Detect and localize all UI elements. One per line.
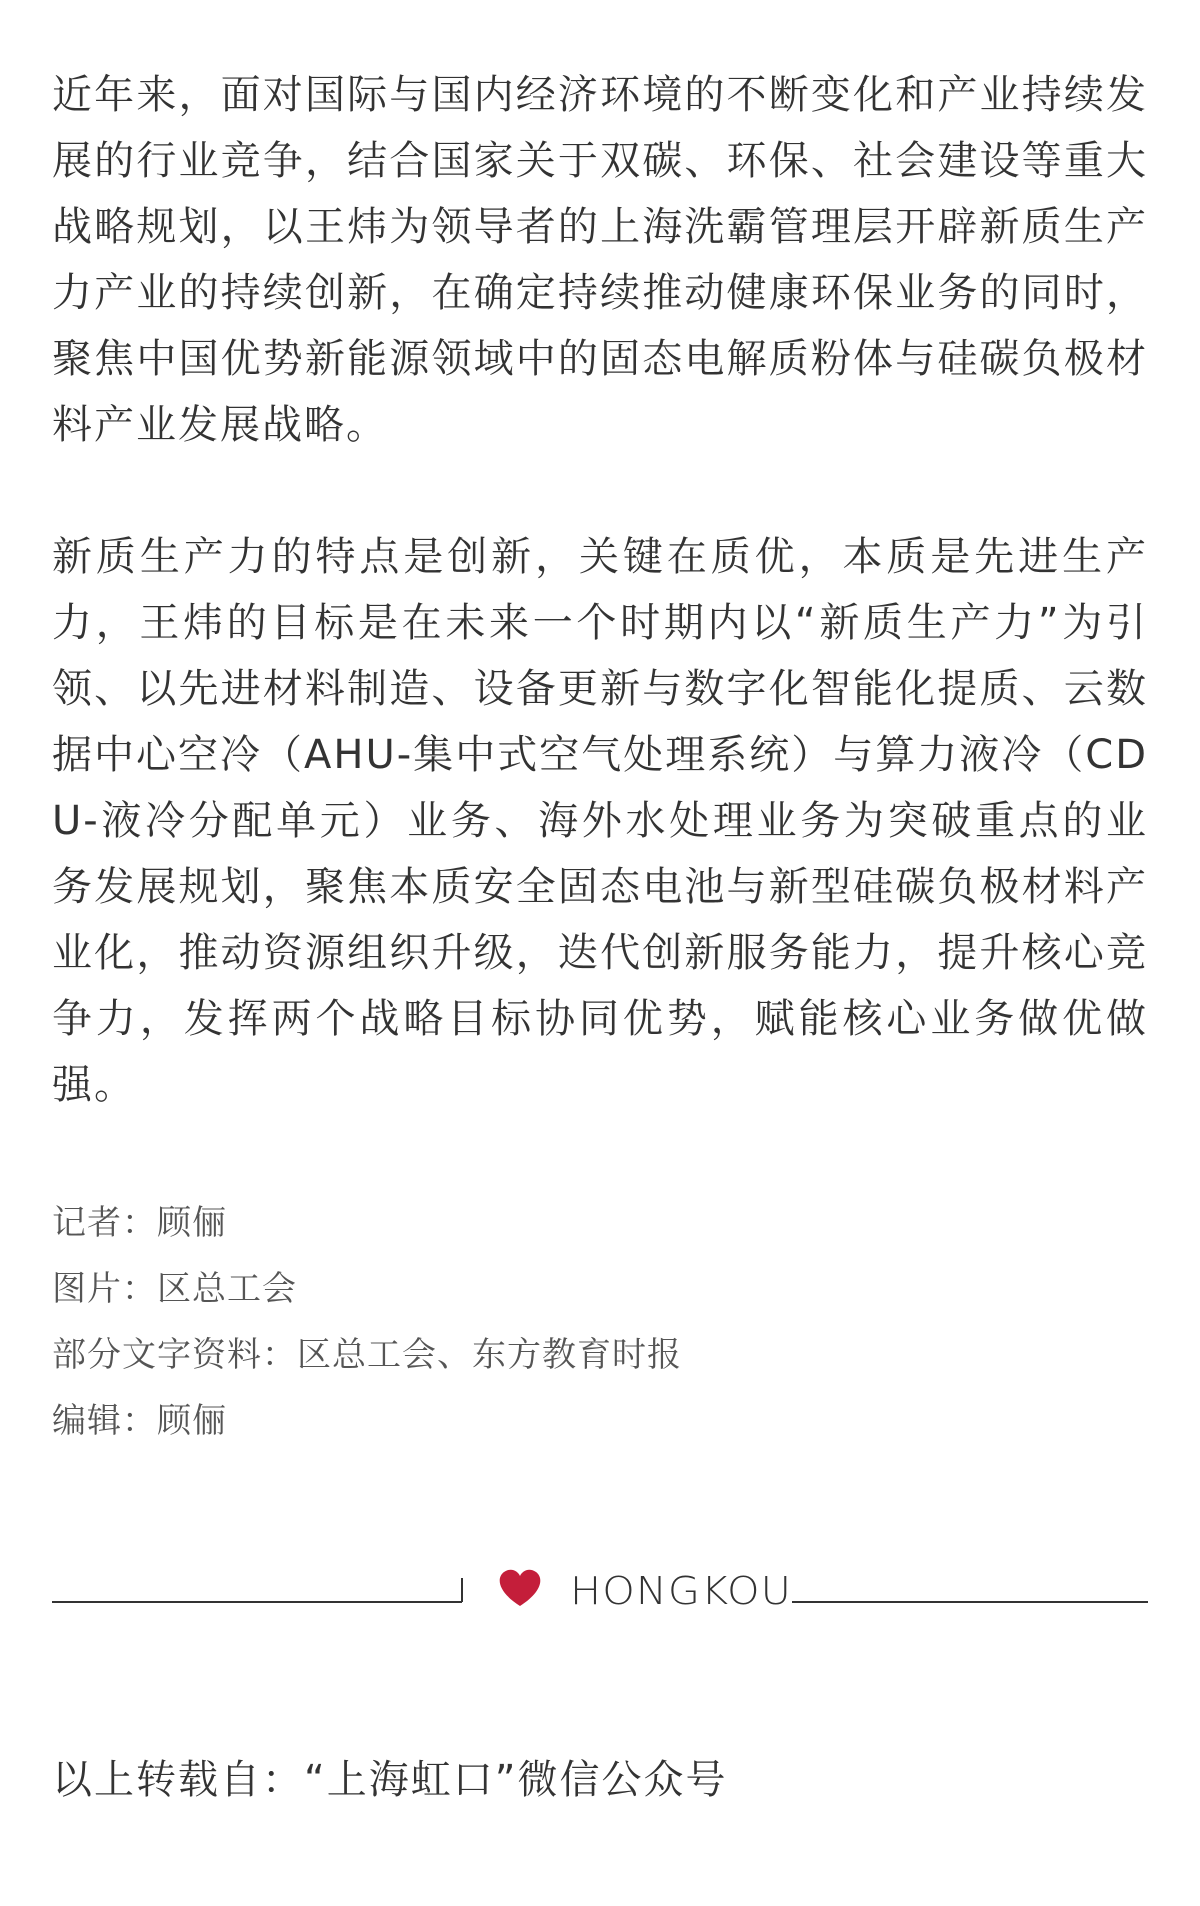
credits-block	[52, 1190, 1148, 1454]
hongkou-logo-text: HONGKOU	[570, 1569, 792, 1613]
article-paragraph: 近年来，面对国际与国内经济环境的不断变化和产业持续发展的行业竞争，结合国家关于双碳、环保、社会建设等重大战略规划，以王炜为领导者的上海洗霸管理层开辟新质生产力产业的持续创新，在确定持续推动健康环保业务的同时，聚焦中国优势新能源领域中的固态电解质粉体与硅碳负极材料产业发展战略。	[52, 72, 1148, 448]
heart-icon	[500, 1570, 541, 1606]
credit-photos: 图片：区总工会	[52, 1269, 297, 1309]
divider-graphic	[52, 1560, 1148, 1620]
article-paragraph: 新质生产力的特点是创新，关键在质优，本质是先进生产力，王炜的目标是在未来一个时期内以“新质生产力”为引领、以先进材料制造、设备更新与数字化智能化提质、云数据中心空冷（AHU-集中式空气处理系统）与算力液冷（CDU-液冷分配单元）业务、海外水处理业务为突破重点的业务发展规划，聚焦本质安全固态电池与新型硅碳负极材料产业化，推动资源组织升级，迭代创新服务能力，提升核心竞争力，发挥两个战略目标协同优势，赋能核心业务做优做强。	[52, 534, 1148, 1108]
credit-editor: 编辑：顾俪	[52, 1401, 227, 1441]
source-note: 以上转载自：“上海虹口”微信公众号	[52, 1757, 728, 1803]
article-body	[52, 62, 1148, 1118]
credit-reporter: 记者：顾俪	[52, 1203, 227, 1243]
hongkou-divider	[52, 1560, 1148, 1620]
credit-text-sources: 部分文字资料：区总工会、东方教育时报	[52, 1335, 682, 1375]
